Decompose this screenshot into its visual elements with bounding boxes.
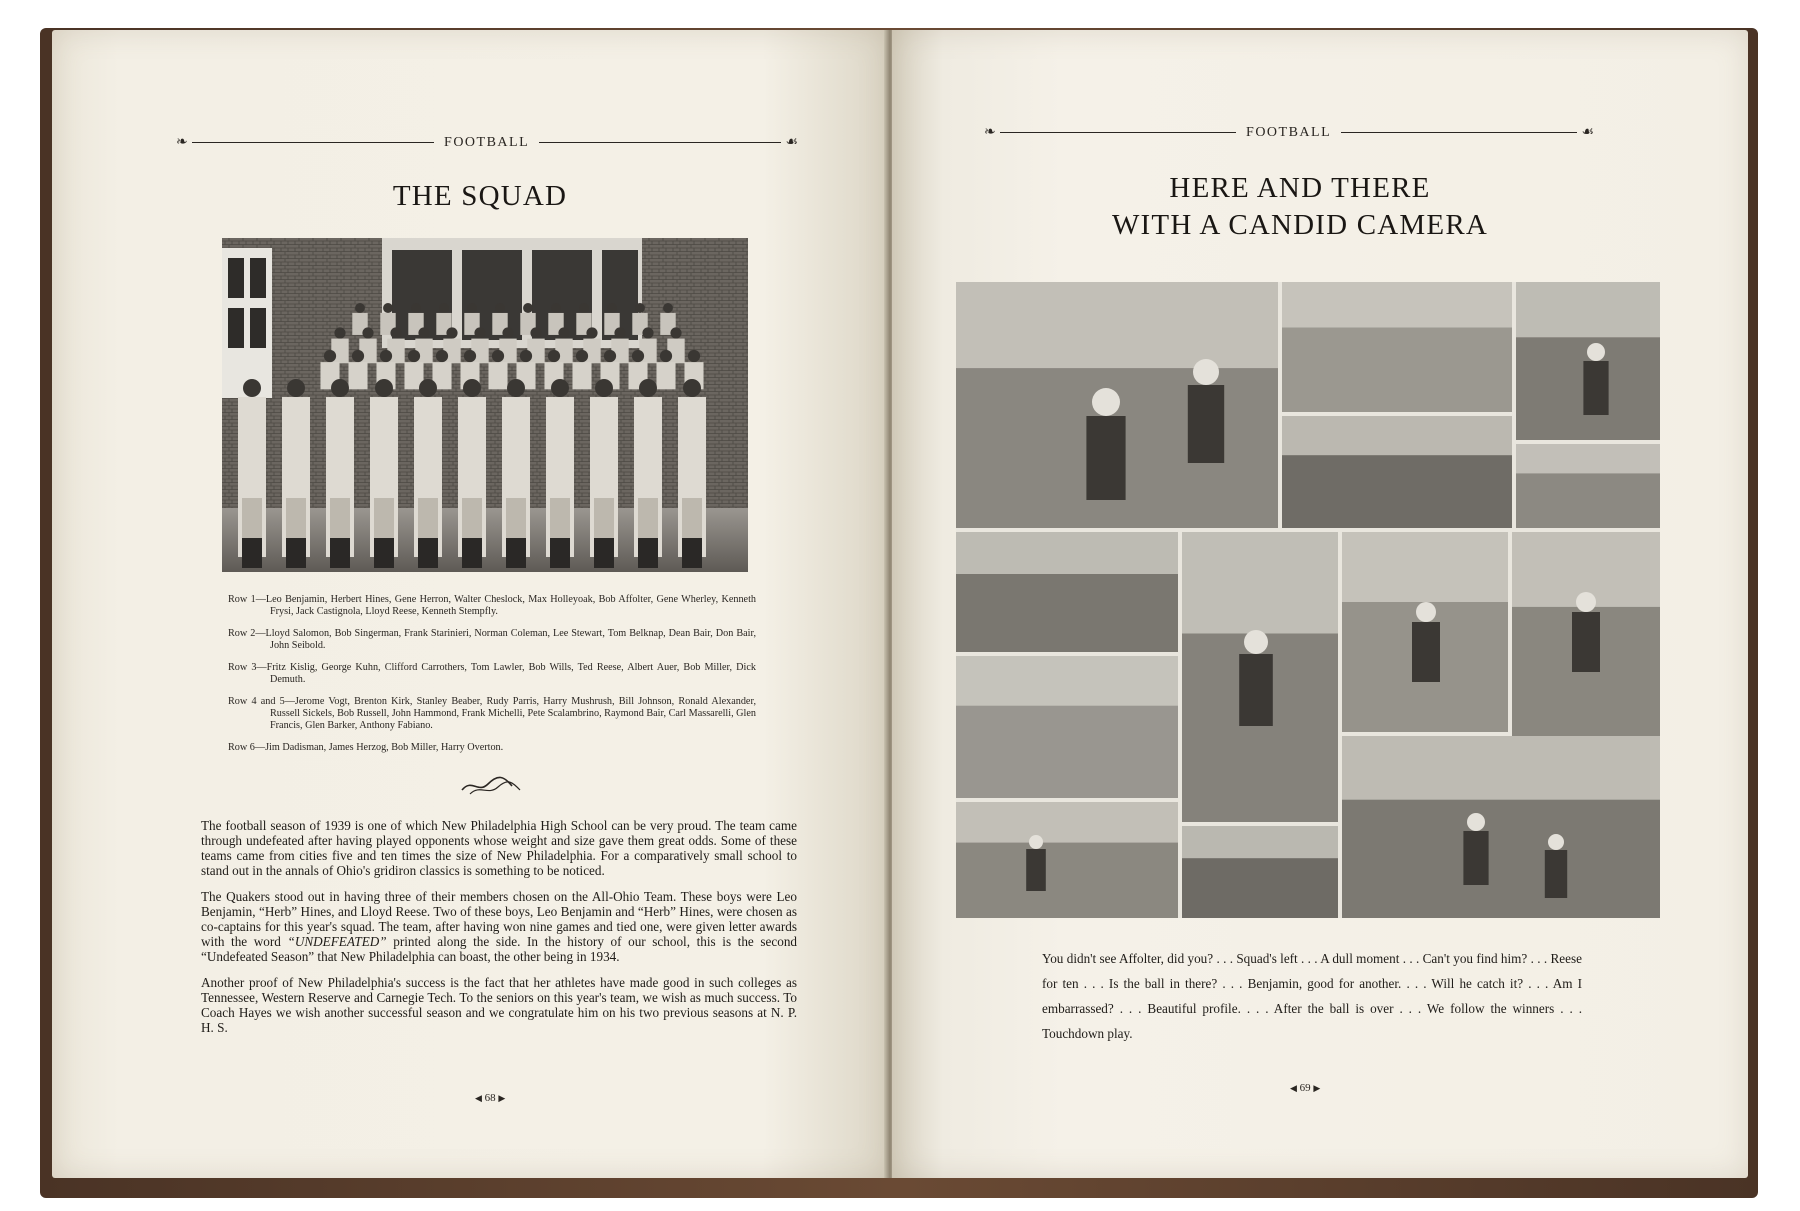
article-paragraph: Another proof of New Philadelphia's success is the fact that her athletes have made good in such colleges as Tennessee, Western Reserve and Carnegie Tech. To the seniors on this year's team, we wish as much success. To Coach Hayes we wish another successful season and we congratulate him on his two previous seasons at N. P. H. S. [201,975,797,1035]
folio-ornament-icon: ▶ [498,1093,506,1103]
head-rule [1341,132,1577,133]
page-number-text: 69 [1299,1082,1311,1094]
squad-photo [222,238,748,572]
roster-row-label: Row 3— [228,662,267,673]
running-head-label: FOOTBALL [444,134,530,150]
roster-row [228,662,756,686]
title-line: HERE AND THERE [1169,172,1431,204]
squad-photo-image [222,238,748,572]
flourish-ornament-icon: ❧ [984,125,996,140]
emphasis-text: “UNDEFEATED” [287,934,387,949]
roster-list [228,594,756,764]
roster-row [228,594,756,618]
roster-row-label: Row 4 and 5— [228,696,295,707]
roster-row-names: Leo Benjamin, Herbert Hines, Gene Herron, Walter Cheslock, Max Holleyoak, Bob Affolter, Gene Wherley, Kenneth Frysi, Jack Castignola, Lloyd Reese, Kenneth Stempfly. [265,594,756,617]
article-text: The Quakers stood out in having three of their members chosen on the All-Ohio Team. These boys were Leo Benjamin, “Herb” Hines, and Lloyd Reese. Two of these boys, Leo Benjamin and “Herb” Hines, were chosen as co-captains for this year's squad. The team, after having won nine games and tied one, were given letter awards with the word [201,889,797,949]
collage-caption: You didn't see Affolter, did you? . . . Squad's left . . . A dull moment . . . Can't you find him? . . . Reese for ten . . . Is the ball in there? . . . Benjamin, good for another. . . . Will he catch it? . . . Am I embarrassed? . . . Beautiful profile. . . . After the ball is over . . . We follow the winners . . . Touchdown play. [1042,951,1582,1041]
title-line: WITH A CANDID CAMERA [1111,209,1489,241]
page-number-left [475,1092,505,1104]
page-title [1000,170,1600,244]
head-rule [539,142,781,143]
head-rule [1000,132,1236,133]
page-number-right [1290,1082,1320,1094]
candid-camera-collage [956,282,1660,918]
running-head-label: FOOTBALL [1246,124,1332,140]
squad-article [201,818,797,1046]
folio-ornament-icon: ◀ [1290,1083,1297,1093]
squiggle-ornament-icon [460,774,522,796]
roster-row [228,628,756,652]
folio-ornament-icon: ▶ [1313,1083,1321,1093]
roster-row-label: Row 1— [228,594,266,605]
roster-row [228,742,756,754]
roster-row-names: Jim Dadisman, James Herzog, Bob Miller, Harry Overton. [265,742,504,753]
roster-row [228,696,756,732]
page-title: THE SQUAD [392,180,568,212]
article-paragraph [201,889,797,964]
left-running-head [172,134,802,151]
collage-image [956,282,1660,918]
article-text: printed along the side. In the history of our school, this is the second “Undefeated Season” that New Philadelphia can boast, the other being in 1934. [201,934,798,964]
flourish-ornament-icon: ☙ [785,135,799,150]
flourish-ornament-icon: ☙ [1581,125,1595,140]
roster-row-names: Jerome Vogt, Brenton Kirk, Stanley Beaber, Rudy Parris, Harry Mushrush, Bill Johnson, Ronald Alexander, Russell Sickels, Bob Russell, John Hammond, Frank Michelli, Pete Scalambrino, Raymond Bair, Carl Massarelli, Glen Francis, Glen Barker, Anthony Fabiano. [270,696,756,731]
right-running-head [980,124,1598,141]
folio-ornament-icon: ◀ [475,1093,482,1103]
roster-row-label: Row 2— [228,628,266,639]
flourish-ornament-icon: ❧ [176,135,188,150]
roster-row-names: Lloyd Salomon, Bob Singerman, Frank Starinieri, Norman Coleman, Lee Stewart, Tom Belknap, Dean Bair, Don Bair, John Seibold. [265,628,756,651]
page-number-text: 68 [484,1092,496,1104]
head-rule [192,142,434,143]
article-paragraph: The football season of 1939 is one of which New Philadelphia High School can be very proud. The team came through undefeated after having played opponents whose weight and size gave them great odds. Some of these teams came from cities five and ten times the size of New Philadelphia. For a comparatively small school to stand out in the annals of Ohio's gridiron classics is something to be noticed. [201,818,797,878]
roster-row-label: Row 6— [228,742,266,753]
roster-row-names: Fritz Kislig, George Kuhn, Clifford Carrothers, Tom Lawler, Bob Wills, Ted Reese, Albert Auer, Bob Miller, Dick Demuth. [266,662,756,685]
